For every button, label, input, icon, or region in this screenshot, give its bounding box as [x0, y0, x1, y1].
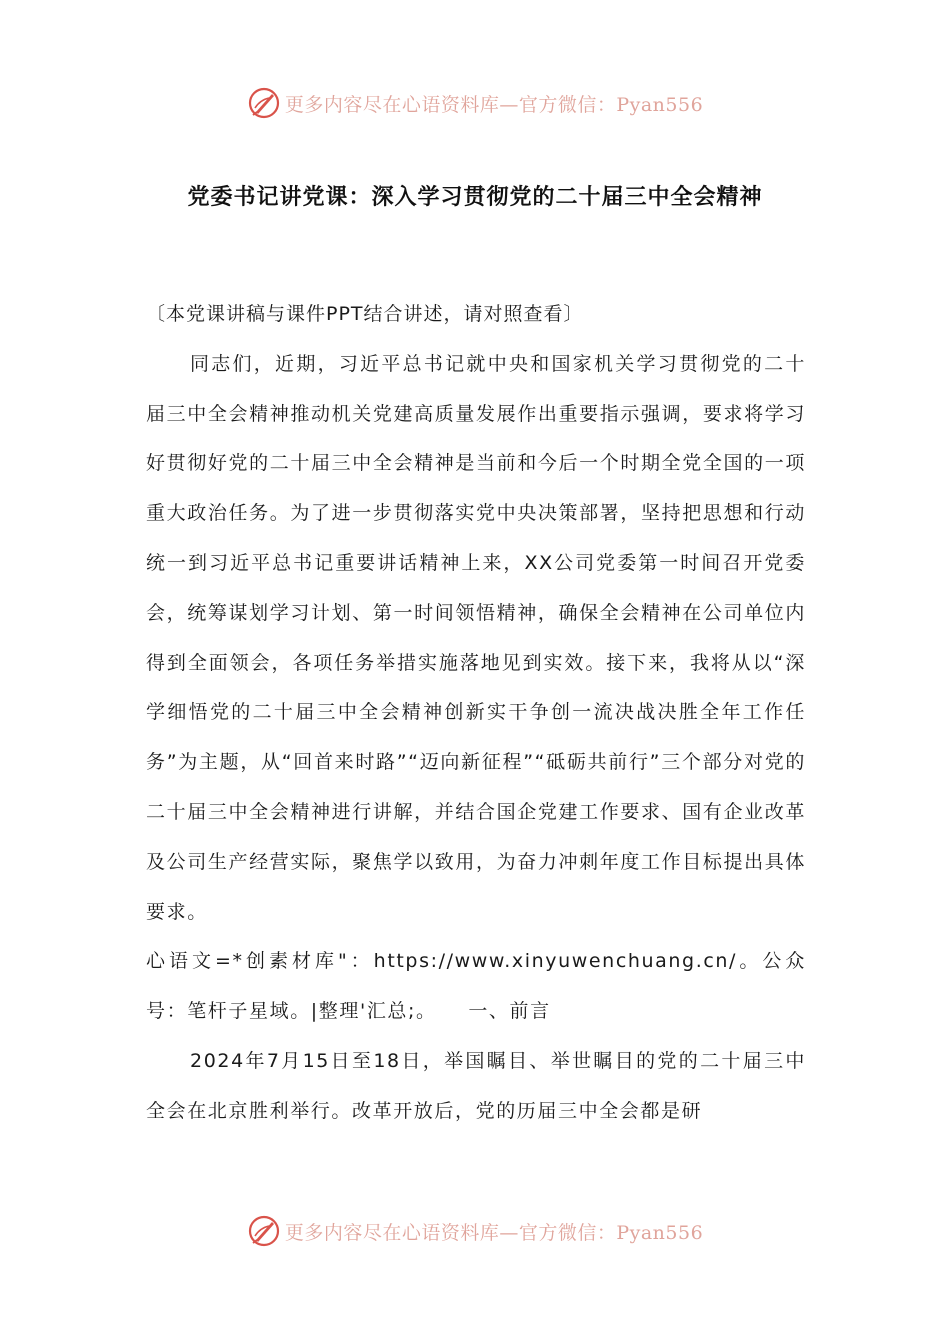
document-body	[146, 290, 806, 1137]
body-paragraph: 同志们，近期，习近平总书记就中央和国家机关学习贯彻党的二十届三中全会精神推动机关党建高质量发展作出重要指示强调，要求将学习好贯彻好党的二十届三中全会精神是当前和今后一个时期全党全国的一项重大政治任务。为了进一步贯彻落实党中央决策部署，坚持把思想和行动统一到习近平总书记重要讲话精神上来，XX公司党委第一时间召开党委会，统筹谋划学习计划、第一时间领悟精神，确保全会精神在公司单位内得到全面领会，各项任务举措实施落地见到实效。接下来，我将从以“深学细悟党的二十届三中全会精神创新实干争创一流决战决胜全年工作任务”为主题，从“回首来时路”“迈向新征程”“砥砺共前行”三个部分对党的二十届三中全会精神进行讲解，并结合国企党建工作要求、国有企业改革及公司生产经营实际，聚焦学以致用，为奋力冲刺年度工作目标提出具体要求。	[146, 352, 806, 923]
courseware-note: 〔本党课讲稿与课件PPT结合讲述，请对照查看〕	[146, 303, 584, 325]
banner-text: 更多内容尽在心语资料库—官方微信：Pyan556	[284, 93, 704, 116]
header-banner[interactable]	[0, 83, 950, 123]
quill-pen-logo-icon	[247, 86, 281, 120]
quill-pen-logo-icon	[247, 1214, 281, 1248]
footer-banner[interactable]	[0, 1211, 950, 1251]
document-title: 党委书记讲党课：深入学习贯彻党的二十届三中全会精神	[187, 184, 763, 210]
body-paragraph: 心语文=*创素材库"：https://www.xinyuwenchuang.cn/。公众号：笔杆子星域。|整理'汇总;。 一、前言	[146, 950, 806, 1023]
body-paragraph: 2024年7月15日至18日，举国瞩目、举世瞩目的党的二十届三中全会在北京胜利举行。改革开放后，党的历届三中全会都是研	[146, 1049, 806, 1122]
banner-text: 更多内容尽在心语资料库—官方微信：Pyan556	[284, 1221, 704, 1244]
